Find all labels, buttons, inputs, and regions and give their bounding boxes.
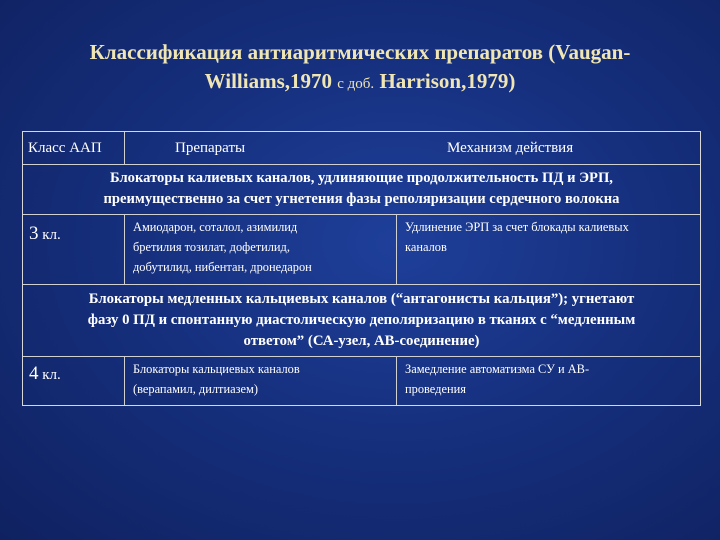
class-3-label <box>29 223 61 245</box>
table-row-class-3 <box>23 214 700 285</box>
class-3-drugs-line-2: бретилия тозилат, дофетилид, <box>133 240 290 254</box>
header-mechanism-label: Механизм действия <box>447 140 574 156</box>
title-line-2-a: Williams,1970 <box>204 69 338 93</box>
header-drugs-label: Препараты <box>175 140 246 156</box>
class-3-drugs-line-1: Амиодарон, соталол, азимилид <box>133 220 298 234</box>
class-3-cell <box>23 214 125 284</box>
class-3-mechanism-line-2: каналов <box>405 240 447 254</box>
table-row-class-4 <box>23 356 700 405</box>
class-4-drugs <box>133 359 392 399</box>
section-row-potassium <box>23 164 700 215</box>
class-4-drugs-line-2: (верапамил, дилтиазем) <box>133 382 258 396</box>
section-row-calcium <box>23 284 700 357</box>
class-4-number: 4 <box>29 363 39 384</box>
class-4-suffix: кл. <box>38 367 61 383</box>
section-calcium-line-1: Блокаторы медленных кальциевых каналов (“антагонисты кальция”); угнетают <box>88 291 635 307</box>
class-4-cell <box>23 356 125 405</box>
class-4-mechanism <box>405 359 696 399</box>
class-3-drugs-cell <box>125 214 397 284</box>
class-3-drugs <box>133 217 392 277</box>
header-cell-drugs <box>125 132 397 164</box>
class-4-mechanism-line-1: Замедление автоматизма СУ и АВ- <box>405 362 590 376</box>
title-line-2-b: с доб. <box>337 76 375 92</box>
class-3-suffix: кл. <box>38 227 61 243</box>
class-4-drugs-line-1: Блокаторы кальциевых каналов <box>133 362 300 376</box>
section-calcium-line-3: ответом” (СА-узел, АВ-соединение) <box>243 333 480 349</box>
section-potassium-line-1: Блокаторы калиевых каналов, удлиняющие продолжительность ПД и ЭРП, <box>110 170 613 186</box>
class-4-mechanism-line-2: проведения <box>405 382 466 396</box>
classification-table <box>22 131 701 406</box>
class-3-mechanism-cell <box>397 214 700 284</box>
title-line-2-c: Harrison,1979) <box>374 69 516 93</box>
class-3-mechanism <box>405 217 696 257</box>
header-class-label: Класс ААП <box>28 140 102 156</box>
section-calcium-line-2: фазу 0 ПД и спонтанную диастолическую деполяризацию в тканях с “медленным <box>87 312 636 328</box>
section-potassium-text <box>27 168 696 210</box>
class-3-drugs-line-3: добутилид, нибентан, дронедарон <box>133 260 312 274</box>
class-4-label <box>29 363 61 385</box>
header-cell-class <box>23 132 125 164</box>
class-3-mechanism-line-1: Удлинение ЭРП за счет блокады калиевых <box>405 220 629 234</box>
class-3-number: 3 <box>29 223 39 244</box>
header-cell-mechanism <box>397 132 700 164</box>
section-potassium-line-2: преимущественно за счет угнетения фазы реполяризации сердечного волокна <box>103 191 620 207</box>
slide-title <box>20 38 700 99</box>
title-line-2 <box>20 67 700 99</box>
title-line-1: Классификация антиаритмических препаратов (Vaugan- <box>89 40 631 64</box>
table-header-row <box>23 132 700 165</box>
class-4-mechanism-cell <box>397 356 700 405</box>
section-calcium-text <box>27 289 696 352</box>
class-4-drugs-cell <box>125 356 397 405</box>
